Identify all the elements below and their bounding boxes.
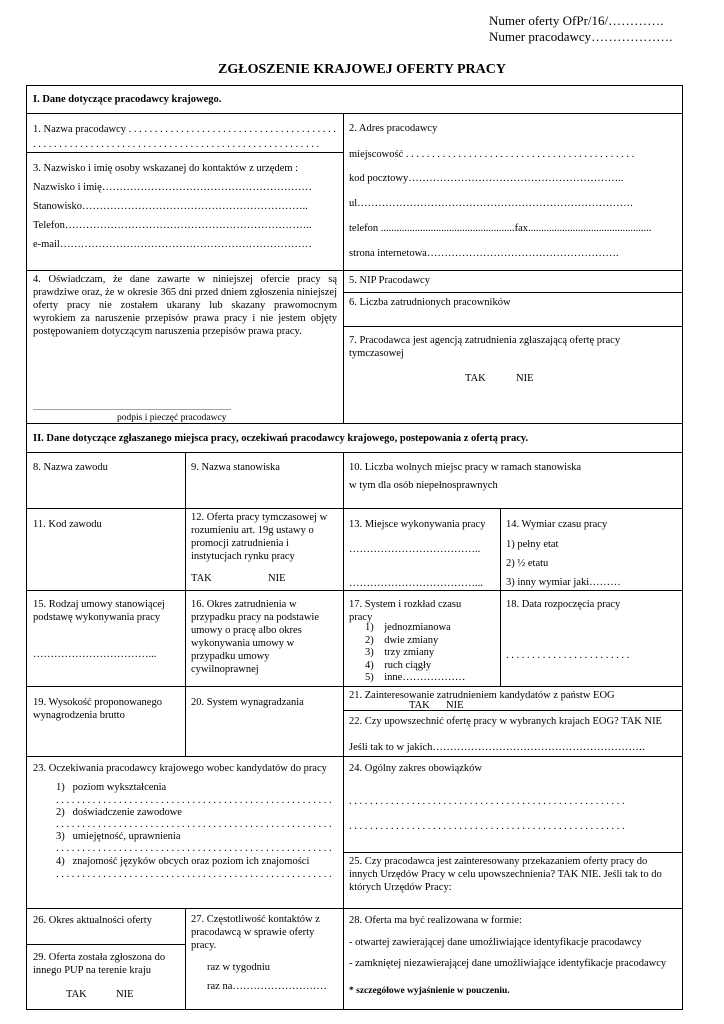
field-14-label: 14. Wymiar czasu pracy bbox=[506, 519, 608, 530]
field-1-dots[interactable]: . . . . . . . . . . . . . . . . . . . . . . . . . . . . . . . . . . . . . . . . . . . . . . . . . . . . . . . bbox=[33, 139, 320, 150]
field-4-signature-label: podpis i pieczęć pracodawcy bbox=[117, 413, 227, 423]
field-23-item: 2) doświadczenie zawodowe bbox=[56, 807, 182, 818]
field-25-label: 25. Czy pracodawca jest zainteresowany przekazaniem oferty pracy do innych Urzędów Pracy w celu upowszechnienia? TAK NIE. Jeśli tak to do których Urzędów Pracy: bbox=[349, 856, 662, 893]
field-2-city[interactable]: miejscowość . . . . . . . . . . . . . . . . . . . . . . . . . . . . . . . . . . . . . . . . . . . . bbox=[349, 149, 635, 160]
field-10-label: 10. Liczba wolnych miejsc pracy w ramach stanowiska bbox=[349, 462, 582, 473]
field-17-options bbox=[365, 622, 465, 685]
field-23-dots[interactable]: . . . . . . . . . . . . . . . . . . . . . . . . . . . . . . . . . . . . . . . . . . . . . . . . . . . . . bbox=[56, 819, 332, 830]
field-21-yes[interactable]: TAK bbox=[409, 700, 430, 711]
field-3-phone[interactable]: Telefon…………………………………………………………….. bbox=[33, 220, 312, 231]
field-13-label: 13. Miejsce wykonywania pracy bbox=[349, 519, 486, 530]
section-1-heading: I. Dane dotyczące pracodawcy krajowego. bbox=[33, 94, 222, 105]
field-10-sub: w tym dla osób niepełnosprawnych bbox=[349, 480, 498, 491]
field-14-opt-1[interactable]: 1) pełny etat bbox=[506, 539, 559, 550]
field-6-label: 6. Liczba zatrudnionych pracowników bbox=[349, 297, 511, 308]
field-23-item: 1) poziom wykształcenia bbox=[56, 782, 167, 793]
section-2-heading: II. Dane dotyczące zgłaszanego miejsca pracy, oczekiwań pracodawcy krajowego, postepowania z ofertą pracy. bbox=[33, 433, 529, 444]
field-3-label: 3. Nazwisko i imię osoby wskazanej do kontaktów z urzędem : bbox=[33, 163, 299, 174]
field-28-opt-2[interactable]: - zamkniętej niezawierającej dane umożliwiające identyfikacje pracodawcy bbox=[349, 958, 667, 969]
field-12-no[interactable]: NIE bbox=[268, 573, 286, 584]
field-28-opt-1[interactable]: - otwartej zawierającej dane umożliwiające identyfikacje pracodawcy bbox=[349, 937, 642, 948]
field-17-option[interactable]: 3) trzy zmiany bbox=[365, 647, 435, 658]
field-14-opt-3[interactable]: 3) inny wymiar jaki……… bbox=[506, 577, 621, 588]
field-23-item: 4) znajomość języków obcych oraz poziom ich znajomości bbox=[56, 856, 310, 867]
field-8-label: 8. Nazwa zawodu bbox=[33, 462, 108, 473]
field-22-sub[interactable]: Jeśli tak to w jakich……………………………………………………. bbox=[349, 742, 646, 753]
field-27-week[interactable]: raz w tygodniu bbox=[207, 962, 270, 973]
field-24-label: 24. Ogólny zakres obowiązków bbox=[349, 763, 482, 774]
field-17-option[interactable]: 5) inne……………… bbox=[365, 672, 466, 683]
field-5-label: 5. NIP Pracodawcy bbox=[349, 275, 430, 286]
field-22-label: 22. Czy upowszechnić ofertę pracy w wybranych krajach EOG? TAK NIE bbox=[349, 716, 662, 727]
field-23-dots[interactable]: . . . . . . . . . . . . . . . . . . . . . . . . . . . . . . . . . . . . . . . . . . . . . . . . . . . . . bbox=[56, 869, 332, 880]
field-23-item: 3) umiejętność, uprawnienia bbox=[56, 831, 181, 842]
field-13-dots-2[interactable]: ………………………………... bbox=[349, 578, 483, 589]
field-7-label: 7. Pracodawca jest agencją zatrudnienia zgłaszającą ofertę pracy tymczasowej bbox=[349, 335, 621, 359]
field-4-declaration: 4. Oświadczam, że dane zawarte w niniejszej ofercie pracy są prawdziwe oraz, że w okresie 365 dni przed dniem zgłoszenia niniejszej oferty pracy nie zostałem ukarany lub skazany prawomocnym wyrokiem za naruszenie przepisów prawa pracy i nie jestem objęty postępowaniem dotyczącym naruszenia przepisów prawa pracy. bbox=[33, 274, 337, 337]
field-15-dots[interactable]: ……………………………... bbox=[33, 649, 157, 660]
field-3-email[interactable]: e-mail……………………………………………………………… bbox=[33, 239, 312, 250]
field-2-street[interactable]: ul……………………………………………………………………. bbox=[349, 198, 633, 209]
field-29-no[interactable]: NIE bbox=[116, 989, 134, 1000]
field-3-position[interactable]: Stanowisko……………………………………………………….. bbox=[33, 201, 308, 212]
field-2-phone-fax[interactable]: telefon ...................................................fax............................................... bbox=[349, 223, 652, 234]
field-26-label: 26. Okres aktualności oferty bbox=[33, 915, 152, 926]
field-21-no[interactable]: NIE bbox=[446, 700, 464, 711]
field-16-label: 16. Okres zatrudnienia w przypadku pracy na podstawie umowy o pracę albo okres wykonywania umowy w przypadku umowy cywilnoprawnej bbox=[191, 599, 319, 675]
field-19-label: 19. Wysokość proponowanego wynagrodzenia brutto bbox=[33, 697, 162, 721]
field-27-other[interactable]: raz na……………………… bbox=[207, 981, 327, 992]
field-17-option[interactable]: 4) ruch ciągły bbox=[365, 659, 432, 671]
field-4-signature-line[interactable]: ................................................................................................... bbox=[33, 403, 231, 412]
field-17-option[interactable]: 2) dwie zmiany bbox=[365, 634, 439, 646]
field-24-dots[interactable]: . . . . . . . . . . . . . . . . . . . . . . . . . . . . . . . . . . . . . . . . . . . . . . . . . . . . . bbox=[349, 821, 625, 832]
field-21-label: 21. Zainteresowanie zatrudnieniem kandydatów z państw EOG bbox=[349, 690, 615, 701]
field-18-dots[interactable]: . . . . . . . . . . . . . . . . . . . . . . . . bbox=[506, 650, 630, 661]
field-11-label: 11. Kod zawodu bbox=[33, 519, 102, 530]
field-27-label: 27. Częstotliwość kontaktów z pracodawcą w sprawie oferty pracy. bbox=[191, 914, 320, 951]
field-28-note: * szczegółowe wyjaśnienie w pouczeniu. bbox=[349, 986, 510, 996]
field-17-label: 17. System i rozkład czasu pracy bbox=[349, 599, 462, 623]
field-28-label: 28. Oferta ma być realizowana w formie: bbox=[349, 915, 522, 926]
field-15-label: 15. Rodzaj umowy stanowiącej podstawę wykonywania pracy bbox=[33, 599, 165, 623]
field-24-dots[interactable]: . . . . . . . . . . . . . . . . . . . . . . . . . . . . . . . . . . . . . . . . . . . . . . . . . . . . . bbox=[349, 796, 625, 807]
field-17-option[interactable]: 1) jednozmianowa bbox=[365, 622, 451, 633]
employer-number: Numer pracodawcy………………. bbox=[489, 29, 673, 44]
field-7-yes[interactable]: TAK bbox=[465, 373, 486, 384]
field-23-dots[interactable]: . . . . . . . . . . . . . . . . . . . . . . . . . . . . . . . . . . . . . . . . . . . . . . . . . . . . . bbox=[56, 795, 332, 806]
field-2-website[interactable]: strona internetowa………………………………………………. bbox=[349, 248, 619, 259]
field-2-label: 2. Adres pracodawcy bbox=[349, 123, 438, 134]
field-14-opt-2[interactable]: 2) ½ etatu bbox=[506, 558, 549, 569]
offer-number: Numer oferty OfPr/16/…………. bbox=[489, 13, 664, 28]
field-18-label: 18. Data rozpoczęcia pracy bbox=[506, 599, 621, 610]
field-13-dots-1[interactable]: ……………………………….. bbox=[349, 544, 481, 555]
field-12-yes[interactable]: TAK bbox=[191, 573, 212, 584]
field-29-yes[interactable]: TAK bbox=[66, 989, 87, 1000]
field-12-label: 12. Oferta pracy tymczasowej w rozumieniu art. 19g ustawy o promocji zatrudnienia i instytucjach rynku pracy bbox=[191, 512, 328, 562]
field-2-postal[interactable]: kod pocztowy…………………………………………………….. bbox=[349, 173, 624, 184]
field-23-dots[interactable]: . . . . . . . . . . . . . . . . . . . . . . . . . . . . . . . . . . . . . . . . . . . . . . . . . . . . . bbox=[56, 843, 332, 854]
field-20-label: 20. System wynagradzania bbox=[191, 697, 304, 708]
page-title: ZGŁOSZENIE KRAJOWEJ OFERTY PRACY bbox=[218, 62, 506, 77]
field-1-label: 1. Nazwa pracodawcy . . . . . . . . . . . . . . . . . . . . . . . . . . . . . . . . . . . . . . . . bbox=[33, 124, 336, 135]
field-3-name[interactable]: Nazwisko i imię…………………………………………………… bbox=[33, 182, 312, 193]
field-7-no[interactable]: NIE bbox=[516, 373, 534, 384]
field-29-label: 29. Oferta została zgłoszona do innego PUP na terenie kraju bbox=[33, 952, 166, 976]
field-9-label: 9. Nazwa stanowiska bbox=[191, 462, 280, 473]
field-23-label: 23. Oczekiwania pracodawcy krajowego wobec kandydatów do pracy bbox=[33, 763, 327, 774]
